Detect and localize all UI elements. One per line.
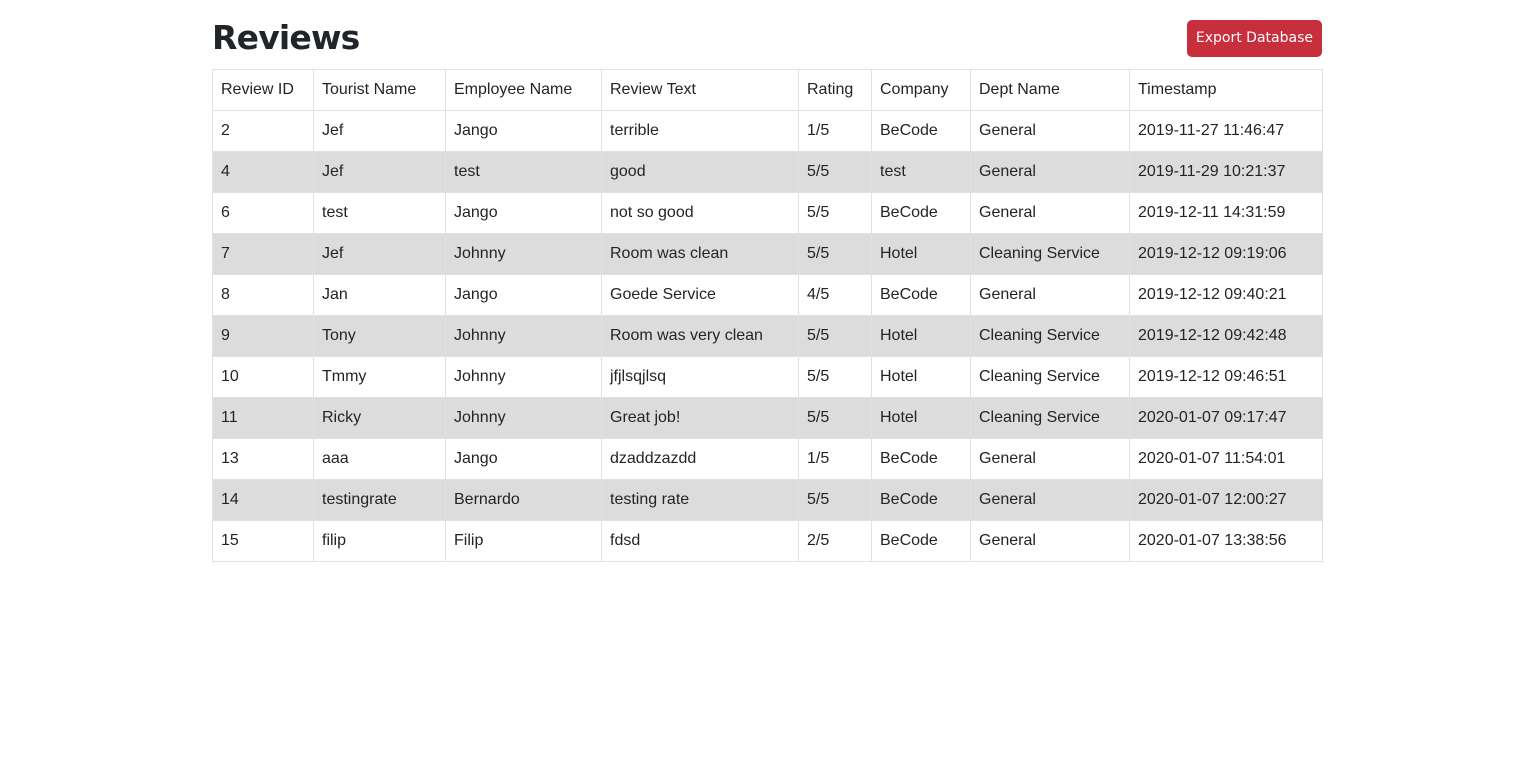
cell-review-id: 14 xyxy=(213,480,314,521)
cell-review-text: testing rate xyxy=(602,480,799,521)
cell-review-id: 9 xyxy=(213,316,314,357)
cell-timestamp: 2020-01-07 13:38:56 xyxy=(1130,521,1323,562)
table-body xyxy=(213,111,1323,562)
page-title: Reviews xyxy=(212,18,360,57)
cell-timestamp: 2019-12-12 09:42:48 xyxy=(1130,316,1323,357)
cell-company: BeCode xyxy=(872,439,971,480)
cell-dept-name: Cleaning Service xyxy=(971,357,1130,398)
table-row xyxy=(213,398,1323,439)
cell-employee-name: Jango xyxy=(446,439,602,480)
column-header-review-id: Review ID xyxy=(213,70,314,111)
cell-rating: 5/5 xyxy=(799,480,872,521)
column-header-rating: Rating xyxy=(799,70,872,111)
cell-rating: 5/5 xyxy=(799,398,872,439)
cell-timestamp: 2019-11-27 11:46:47 xyxy=(1130,111,1323,152)
cell-review-text: dzaddzazdd xyxy=(602,439,799,480)
cell-timestamp: 2020-01-07 11:54:01 xyxy=(1130,439,1323,480)
cell-tourist-name: filip xyxy=(314,521,446,562)
cell-dept-name: Cleaning Service xyxy=(971,316,1130,357)
cell-employee-name: Jango xyxy=(446,275,602,316)
cell-timestamp: 2019-11-29 10:21:37 xyxy=(1130,152,1323,193)
cell-review-text: not so good xyxy=(602,193,799,234)
cell-tourist-name: Jef xyxy=(314,111,446,152)
table-row xyxy=(213,193,1323,234)
table-row xyxy=(213,521,1323,562)
cell-company: test xyxy=(872,152,971,193)
export-database-button[interactable]: Export Database xyxy=(1187,20,1322,57)
cell-dept-name: Cleaning Service xyxy=(971,398,1130,439)
cell-review-id: 11 xyxy=(213,398,314,439)
table-row xyxy=(213,480,1323,521)
cell-review-text: Great job! xyxy=(602,398,799,439)
cell-review-text: Goede Service xyxy=(602,275,799,316)
cell-tourist-name: testingrate xyxy=(314,480,446,521)
cell-company: BeCode xyxy=(872,521,971,562)
cell-review-text: fdsd xyxy=(602,521,799,562)
cell-timestamp: 2019-12-12 09:40:21 xyxy=(1130,275,1323,316)
cell-timestamp: 2019-12-12 09:19:06 xyxy=(1130,234,1323,275)
table-header xyxy=(213,70,1323,111)
cell-rating: 4/5 xyxy=(799,275,872,316)
cell-dept-name: General xyxy=(971,275,1130,316)
header-row xyxy=(213,70,1323,111)
cell-review-text: jfjlsqjlsq xyxy=(602,357,799,398)
cell-dept-name: Cleaning Service xyxy=(971,234,1130,275)
cell-tourist-name: Tony xyxy=(314,316,446,357)
cell-tourist-name: Tmmy xyxy=(314,357,446,398)
cell-review-id: 2 xyxy=(213,111,314,152)
cell-company: Hotel xyxy=(872,357,971,398)
cell-review-id: 10 xyxy=(213,357,314,398)
cell-company: BeCode xyxy=(872,111,971,152)
cell-employee-name: Filip xyxy=(446,521,602,562)
cell-employee-name: test xyxy=(446,152,602,193)
cell-company: BeCode xyxy=(872,275,971,316)
table-row xyxy=(213,234,1323,275)
column-header-review-text: Review Text xyxy=(602,70,799,111)
reviews-table xyxy=(212,69,1323,562)
cell-review-text: terrible xyxy=(602,111,799,152)
table-row xyxy=(213,439,1323,480)
table-row xyxy=(213,152,1323,193)
cell-tourist-name: Jan xyxy=(314,275,446,316)
cell-tourist-name: aaa xyxy=(314,439,446,480)
cell-dept-name: General xyxy=(971,521,1130,562)
cell-review-id: 6 xyxy=(213,193,314,234)
cell-employee-name: Johnny xyxy=(446,398,602,439)
cell-review-id: 7 xyxy=(213,234,314,275)
cell-timestamp: 2020-01-07 09:17:47 xyxy=(1130,398,1323,439)
cell-rating: 5/5 xyxy=(799,316,872,357)
table-row xyxy=(213,316,1323,357)
cell-company: Hotel xyxy=(872,316,971,357)
cell-rating: 5/5 xyxy=(799,193,872,234)
cell-timestamp: 2019-12-11 14:31:59 xyxy=(1130,193,1323,234)
page-header xyxy=(212,0,1322,69)
cell-tourist-name: Ricky xyxy=(314,398,446,439)
column-header-dept-name: Dept Name xyxy=(971,70,1130,111)
cell-rating: 5/5 xyxy=(799,234,872,275)
table-row xyxy=(213,275,1323,316)
cell-rating: 2/5 xyxy=(799,521,872,562)
cell-dept-name: General xyxy=(971,111,1130,152)
cell-employee-name: Johnny xyxy=(446,316,602,357)
cell-review-id: 8 xyxy=(213,275,314,316)
cell-rating: 5/5 xyxy=(799,357,872,398)
cell-dept-name: General xyxy=(971,480,1130,521)
cell-timestamp: 2019-12-12 09:46:51 xyxy=(1130,357,1323,398)
cell-timestamp: 2020-01-07 12:00:27 xyxy=(1130,480,1323,521)
cell-employee-name: Bernardo xyxy=(446,480,602,521)
column-header-company: Company xyxy=(872,70,971,111)
cell-dept-name: General xyxy=(971,193,1130,234)
table-row xyxy=(213,111,1323,152)
cell-company: BeCode xyxy=(872,480,971,521)
cell-dept-name: General xyxy=(971,439,1130,480)
column-header-tourist-name: Tourist Name xyxy=(314,70,446,111)
cell-employee-name: Jango xyxy=(446,111,602,152)
cell-review-id: 15 xyxy=(213,521,314,562)
cell-review-text: Room was clean xyxy=(602,234,799,275)
cell-dept-name: General xyxy=(971,152,1130,193)
cell-review-text: Room was very clean xyxy=(602,316,799,357)
table-row xyxy=(213,357,1323,398)
cell-employee-name: Jango xyxy=(446,193,602,234)
cell-employee-name: Johnny xyxy=(446,357,602,398)
cell-rating: 1/5 xyxy=(799,111,872,152)
cell-review-id: 4 xyxy=(213,152,314,193)
column-header-employee-name: Employee Name xyxy=(446,70,602,111)
cell-tourist-name: test xyxy=(314,193,446,234)
cell-company: Hotel xyxy=(872,234,971,275)
cell-company: Hotel xyxy=(872,398,971,439)
cell-tourist-name: Jef xyxy=(314,234,446,275)
cell-rating: 5/5 xyxy=(799,152,872,193)
cell-review-id: 13 xyxy=(213,439,314,480)
cell-rating: 1/5 xyxy=(799,439,872,480)
cell-company: BeCode xyxy=(872,193,971,234)
cell-tourist-name: Jef xyxy=(314,152,446,193)
cell-employee-name: Johnny xyxy=(446,234,602,275)
column-header-timestamp: Timestamp xyxy=(1130,70,1323,111)
cell-review-text: good xyxy=(602,152,799,193)
main-container xyxy=(212,0,1322,562)
